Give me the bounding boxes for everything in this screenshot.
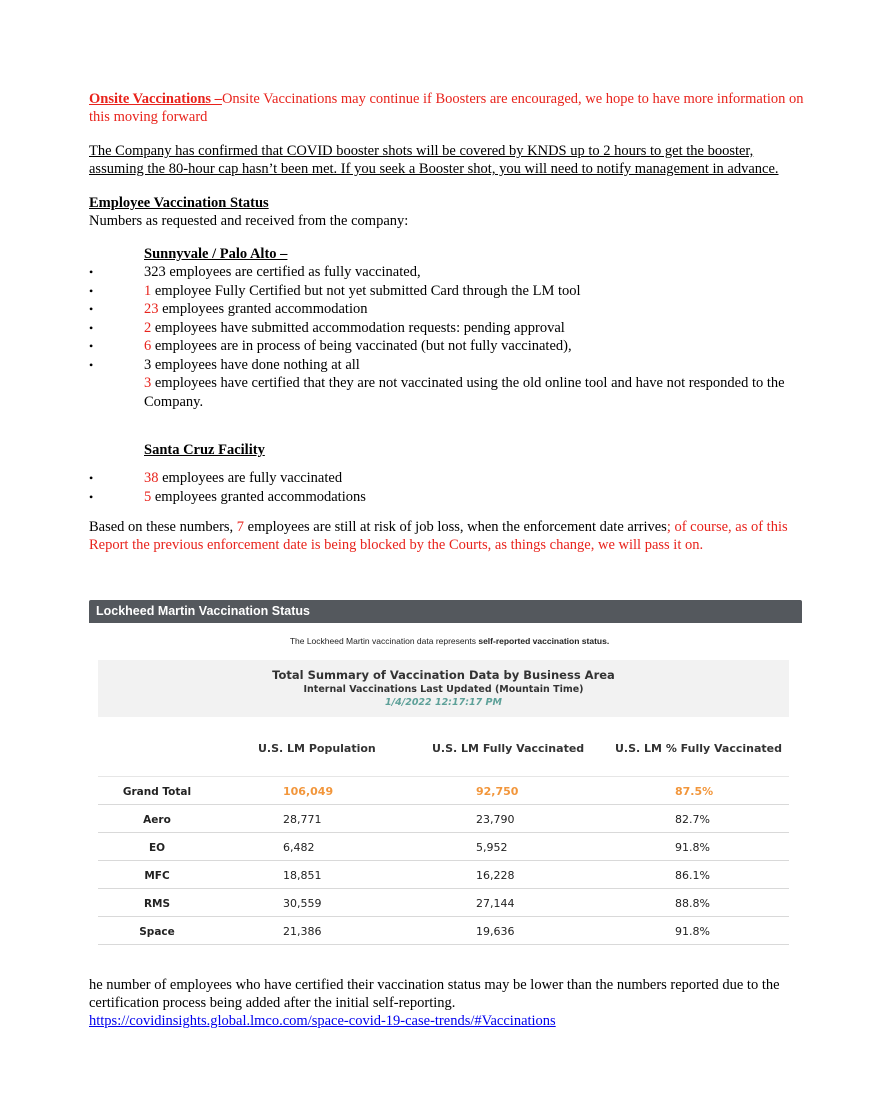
list-item <box>89 300 809 319</box>
sunnyvale-list <box>89 263 809 374</box>
item-text: 323 employees are certified as fully vaccinated, <box>144 264 421 280</box>
santa-cruz-heading: Santa Cruz Facility <box>144 442 265 458</box>
item-text: 3 employees have done nothing at all <box>144 356 360 373</box>
cell-percent: 88.8% <box>675 897 710 910</box>
summary-title: Total Summary of Vaccination Data by Business Area <box>272 668 615 682</box>
row-label: EO <box>148 842 166 854</box>
sunnyvale-extra <box>144 374 809 412</box>
cell-vaccinated: 27,144 <box>476 897 515 910</box>
cell-vaccinated: 92,750 <box>476 785 519 798</box>
risk-text: Based on these numbers, <box>89 519 237 535</box>
vaccination-dashboard <box>89 600 802 938</box>
booster-paragraph: The Company has confirmed that COVID booster shots will be covered by KNDS up to 2 hours to get the booster, assuming the 80-hour cap hasn’t been met. If you seek a Booster shot, you will need to notify management in advance. <box>89 143 779 177</box>
vaccination-link[interactable]: https://covidinsights.global.lmco.com/space-covid-19-case-trends/#Vaccinations <box>89 1013 556 1029</box>
item-number: 5 <box>144 488 152 505</box>
table-row <box>98 889 789 917</box>
document-body <box>89 90 809 554</box>
row-label: Grand Total <box>122 786 192 798</box>
summary-box <box>98 660 789 717</box>
sunnyvale-heading: Sunnyvale / Palo Alto – <box>144 246 288 262</box>
item-text: employees granted accommodation <box>158 301 368 317</box>
cell-vaccinated: 23,790 <box>476 813 515 826</box>
row-label: Aero <box>143 814 171 826</box>
list-item <box>89 488 809 507</box>
cell-population: 28,771 <box>283 813 322 826</box>
list-item <box>89 263 809 282</box>
footer <box>89 976 809 1030</box>
summary-date: 1/4/2022 12:17:17 PM <box>385 697 502 708</box>
risk-note: ; of course, as of this Report the previous enforcement date is being blocked by the Courts, as things change, we will pass it on. <box>89 519 788 553</box>
row-label: MFC <box>144 870 170 882</box>
cell-percent: 86.1% <box>675 869 710 882</box>
onsite-paragraph <box>89 90 809 126</box>
item-number: 23 <box>144 301 159 317</box>
cell-population: 6,482 <box>283 841 315 854</box>
dashboard-header: Lockheed Martin Vaccination Status <box>89 600 802 623</box>
cell-percent: 91.8% <box>675 841 710 854</box>
item-number: 38 <box>144 470 159 486</box>
cell-percent: 91.8% <box>675 925 710 938</box>
risk-paragraph <box>89 518 809 554</box>
item-text: employees have submitted accommodation requests: pending approval <box>151 319 565 336</box>
list-item <box>89 282 809 301</box>
cell-population: 106,049 <box>283 785 334 798</box>
item-text: employees are fully vaccinated <box>158 470 343 486</box>
item-text: employee Fully Certified but not yet submitted Card through the LM tool <box>151 282 581 299</box>
cell-vaccinated: 5,952 <box>476 841 508 854</box>
table-row-grand-total <box>98 777 789 805</box>
footer-text: he number of employees who have certified their vaccination status may be lower than the numbers reported due to the certification process being added after the initial self-reporting. <box>89 977 780 1011</box>
table-row <box>98 833 789 861</box>
dashboard-note <box>97 632 802 650</box>
item-number: 3 <box>144 375 152 391</box>
onsite-title: Onsite Vaccinations – <box>89 91 222 107</box>
status-intro: Numbers as requested and received from the company: <box>89 213 409 229</box>
cell-population: 30,559 <box>283 897 322 910</box>
list-item <box>89 356 809 375</box>
column-header: U.S. LM Population <box>258 742 376 755</box>
table-row <box>98 805 789 833</box>
item-text: employees are in process of being vaccinated (but not fully vaccinated), <box>151 338 572 354</box>
cell-population: 21,386 <box>283 925 322 938</box>
row-label: RMS <box>143 898 171 910</box>
item-number: 2 <box>144 319 152 336</box>
item-text: employees granted accommodations <box>151 488 366 505</box>
cell-vaccinated: 16,228 <box>476 869 515 882</box>
list-item <box>89 337 809 356</box>
risk-number: 7 <box>236 519 245 535</box>
row-label: Space <box>139 926 175 938</box>
cell-percent: 87.5% <box>675 785 714 798</box>
list-item <box>89 319 809 338</box>
cell-population: 18,851 <box>283 869 322 882</box>
vaccination-table <box>98 720 789 945</box>
column-header: U.S. LM % Fully Vaccinated <box>615 742 783 755</box>
risk-text: employees are still at risk of job loss, when the enforcement date arrives <box>244 519 667 535</box>
table-row <box>98 917 789 945</box>
note-bold: self-reported vaccination status. <box>478 636 610 646</box>
item-number: 6 <box>144 338 152 354</box>
table-row <box>98 861 789 889</box>
list-item <box>89 469 809 488</box>
summary-subtitle: Internal Vaccinations Last Updated (Mountain Time) <box>303 684 584 695</box>
santa-cruz-list <box>89 469 809 506</box>
item-number: 1 <box>144 282 152 299</box>
cell-vaccinated: 19,636 <box>476 925 515 938</box>
cell-percent: 82.7% <box>675 813 710 826</box>
note-text: The Lockheed Martin vaccination data represents <box>289 636 479 646</box>
onsite-text: Onsite Vaccinations may continue if Boosters are encouraged, we hope to have more information on this moving forward <box>89 91 804 125</box>
column-header: U.S. LM Fully Vaccinated <box>432 742 585 755</box>
item-text: employees have certified that they are not vaccinated using the old online tool and have not responded to the Company. <box>144 375 785 410</box>
table-header <box>98 720 789 777</box>
status-heading: Employee Vaccination Status <box>89 195 269 211</box>
